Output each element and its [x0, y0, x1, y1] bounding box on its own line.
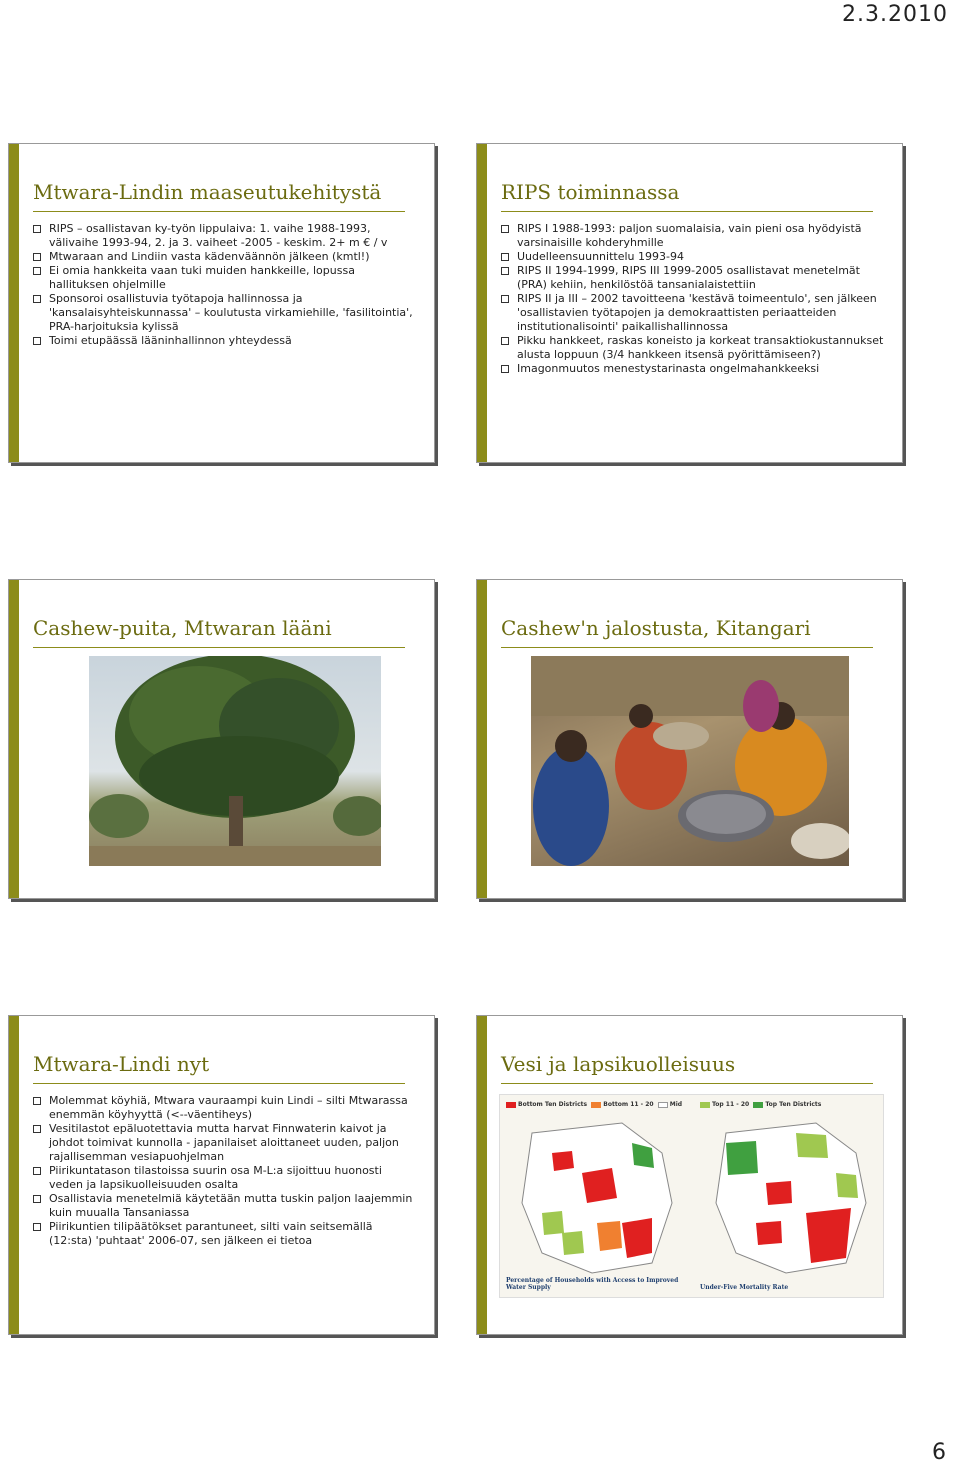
- slide-mtwara-lindi-now: [8, 1015, 435, 1335]
- bullet-square-icon: [501, 267, 509, 275]
- slide-title: RIPS toiminnassa: [501, 180, 680, 204]
- bullet-square-icon: [501, 365, 509, 373]
- tanzania-mortality-map-shape: [696, 1113, 882, 1283]
- bullet-item: Mtwaraan and Lindiin vasta kädenväännön jälkeen (kmtl!): [31, 250, 416, 264]
- map-caption: Percentage of Households with Access to Improved Water Supply: [506, 1277, 679, 1291]
- bullet-item: Uudelleensuunnittelu 1993-94: [499, 250, 884, 264]
- title-divider: [33, 1083, 405, 1084]
- bullet-item: Toimi etupäässä lääninhallinnon yhteydessä: [31, 334, 416, 348]
- bullet-square-icon: [33, 1167, 41, 1175]
- bullet-square-icon: [33, 253, 41, 261]
- slide-accent-bar: [477, 580, 487, 898]
- bullet-item: Sponsoroi osallistuvia työtapoja hallinnossa ja 'kansalaisyhteiskunnassa' – koulutusta virkamiehille, 'fasilitointia', PRA-harjoituksia kylissä: [31, 292, 416, 334]
- bullet-square-icon: [33, 225, 41, 233]
- title-divider: [33, 647, 405, 648]
- slide-accent-bar: [9, 580, 19, 898]
- bullet-item: Ei omia hankkeita vaan tuki muiden hankkeille, lopussa hallituksen ohjelmille: [31, 264, 416, 292]
- slide-water-child-mortality: [476, 1015, 903, 1335]
- bullet-item: RIPS II ja III – 2002 tavoitteena 'kestävä toimeentulo', sen jälkeen 'osallistavien työtapojen ja demokraattisten periaatteiden institutionalisointi' paikallishallinnossa: [499, 292, 884, 334]
- water-access-map: [502, 1099, 688, 1293]
- slide-accent-bar: [477, 1016, 487, 1334]
- slide-cashew-trees: [8, 579, 435, 899]
- slide-title: Mtwara-Lindin maaseutukehitystä: [33, 180, 382, 204]
- bullet-list: [31, 1094, 416, 1248]
- tanzania-maps-figure: [499, 1094, 884, 1298]
- slide-rips-in-action: [476, 143, 903, 463]
- map-legend: Bottom Ten Districts Bottom 11 - 20 Mid: [506, 1101, 682, 1108]
- slide-accent-bar: [9, 1016, 19, 1334]
- bullet-square-icon: [501, 253, 509, 261]
- bullet-item: RIPS – osallistavan ky-työn lippulaiva: 1. vaihe 1988-1993, välivaihe 1993-94, 2. ja 3. vaiheet -2005 - keskim. 2+ m € / v: [31, 222, 416, 250]
- bullet-item: Piirikuntatason tilastoissa suurin osa M-L:a sijoittuu huonosti veden ja lapsikuolleisuuden osalta: [31, 1164, 416, 1192]
- page-number: 6: [932, 1440, 946, 1465]
- cashew-tree-photo: [89, 656, 381, 866]
- bullet-item: RIPS I 1988-1993: paljon suomalaisia, vain pieni osa hyödyistä varsinaisille kohderyhmille: [499, 222, 884, 250]
- page-date: 2.3.2010: [842, 2, 948, 27]
- slide-title: Cashew'n jalostusta, Kitangari: [501, 616, 811, 640]
- bullet-list: [31, 222, 416, 348]
- bullet-square-icon: [33, 267, 41, 275]
- slide-accent-bar: [477, 144, 487, 462]
- bullet-item: RIPS II 1994-1999, RIPS III 1999-2005 osallistavat menetelmät (PRA) kehiin, henkilöstöä tansanialaistettiin: [499, 264, 884, 292]
- slide-mtwara-lindi-development: [8, 143, 435, 463]
- bullet-item: Pikku hankkeet, raskas koneisto ja korkeat transaktiokustannukset alusta loppuun (3/4 hankkeen itsensä pyörittämiseen?): [499, 334, 884, 362]
- legend-swatch: [658, 1102, 668, 1108]
- legend-swatch: [506, 1102, 516, 1108]
- child-mortality-map: [696, 1099, 882, 1293]
- bullet-square-icon: [33, 1125, 41, 1133]
- slide-accent-bar: [9, 144, 19, 462]
- bullet-item: Imagonmuutos menestystarinasta ongelmahankkeeksi: [499, 362, 884, 376]
- bullet-square-icon: [33, 1097, 41, 1105]
- legend-swatch: [753, 1102, 763, 1108]
- legend-swatch: [700, 1102, 710, 1108]
- bullet-item: Vesitilastot epäluotettavia mutta harvat Finnwaterin kaivot ja johdot toimivat kunnolla - japanilaiset aloittaneet uuden, paljon rajallisemman vesiapuohjelman: [31, 1122, 416, 1164]
- slide-title: Vesi ja lapsikuolleisuus: [501, 1052, 736, 1076]
- map-legend: Top 11 - 20 Top Ten Districts: [700, 1101, 821, 1108]
- bullet-square-icon: [501, 225, 509, 233]
- bullet-list: [499, 222, 884, 376]
- title-divider: [501, 211, 873, 212]
- bullet-square-icon: [33, 1195, 41, 1203]
- slide-title: Cashew-puita, Mtwaran lääni: [33, 616, 332, 640]
- bullet-item: Osallistavia menetelmiä käytetään mutta tuskin paljon laajemmin kuin muualla Tansaniassa: [31, 1192, 416, 1220]
- title-divider: [501, 1083, 873, 1084]
- bullet-square-icon: [33, 337, 41, 345]
- slide-title: Mtwara-Lindi nyt: [33, 1052, 210, 1076]
- tanzania-water-map-shape: [502, 1113, 688, 1283]
- title-divider: [501, 647, 873, 648]
- bullet-square-icon: [33, 295, 41, 303]
- bullet-item: Piirikuntien tilipäätökset parantuneet, silti vain seitsemällä (12:sta) 'puhtaat' 2006-07, sen jälkeen ei tietoa: [31, 1220, 416, 1248]
- title-divider: [33, 211, 405, 212]
- legend-swatch: [591, 1102, 601, 1108]
- bullet-square-icon: [501, 337, 509, 345]
- bullet-square-icon: [501, 295, 509, 303]
- bullet-square-icon: [33, 1223, 41, 1231]
- bullet-item: Molemmat köyhiä, Mtwara vauraampi kuin Lindi – silti Mtwarassa enemmän köyhyyttä (<--väentiheys): [31, 1094, 416, 1122]
- cashew-processing-photo: [531, 656, 849, 866]
- map-caption: Under-Five Mortality Rate: [700, 1284, 789, 1291]
- slide-cashew-processing: [476, 579, 903, 899]
